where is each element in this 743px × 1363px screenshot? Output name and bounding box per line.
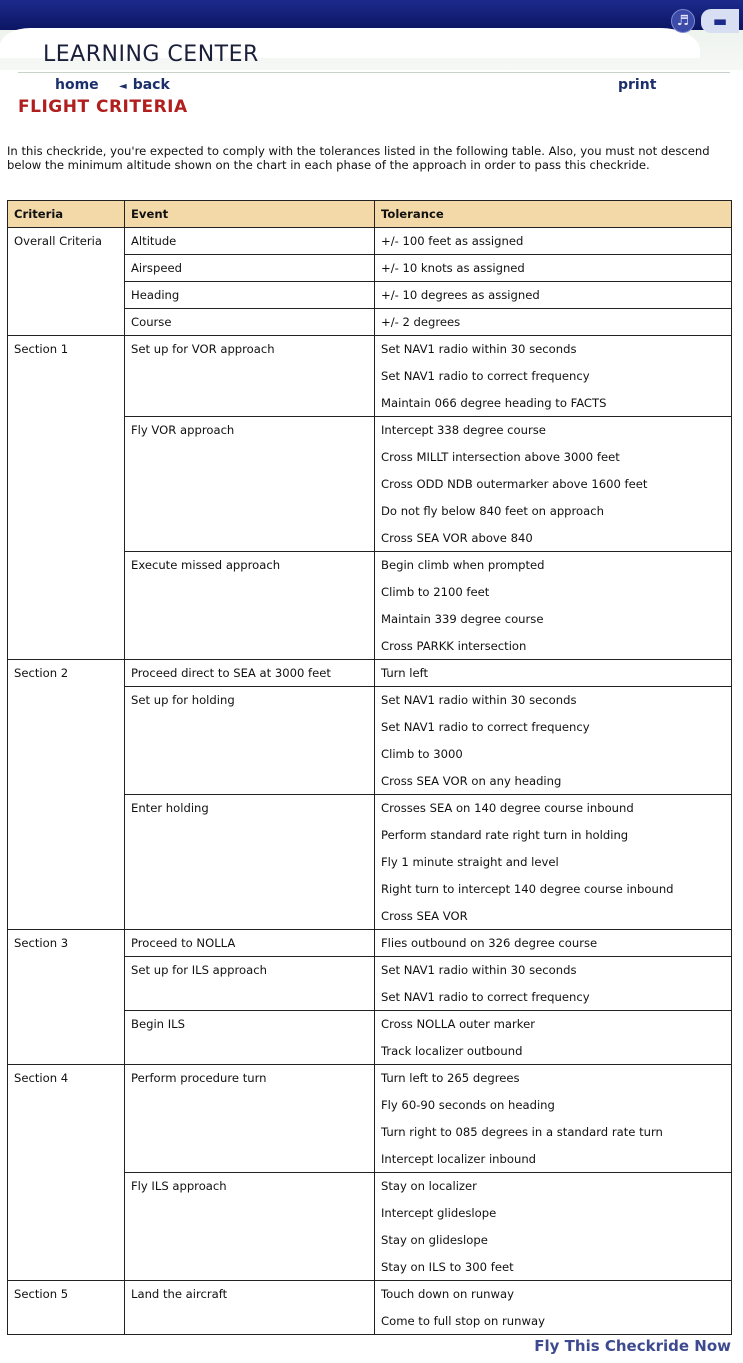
- back-arrow-icon: ◄: [119, 81, 127, 92]
- event-cell: Enter holding: [125, 795, 375, 930]
- criteria-table: [7, 200, 732, 1335]
- criteria-cell: Overall Criteria: [8, 228, 125, 336]
- fly-checkride-button[interactable]: Fly This Checkride Now: [534, 1337, 731, 1355]
- tolerance-cell: +/- 2 degrees: [375, 309, 732, 336]
- table-header-row: [8, 201, 732, 228]
- header-event: Event: [125, 201, 375, 228]
- tolerance-cell: Cross SEA VOR: [375, 903, 732, 930]
- tolerance-cell: Turn left: [375, 660, 732, 687]
- tolerance-cell: Cross ODD NDB outermarker above 1600 feet: [375, 471, 732, 498]
- event-cell: Altitude: [125, 228, 375, 255]
- header-criteria: Criteria: [8, 201, 125, 228]
- tolerance-cell: Set NAV1 radio to correct frequency: [375, 714, 732, 741]
- tolerance-cell: Turn right to 085 degrees in a standard rate turn: [375, 1119, 732, 1146]
- criteria-cell: Section 4: [8, 1065, 125, 1281]
- tolerance-cell: Touch down on runway: [375, 1281, 732, 1308]
- tolerance-cell: Cross SEA VOR on any heading: [375, 768, 732, 795]
- back-link[interactable]: [119, 77, 170, 93]
- tolerance-cell: Stay on ILS to 300 feet: [375, 1254, 732, 1281]
- criteria-cell: Section 1: [8, 336, 125, 660]
- back-label: back: [132, 77, 170, 93]
- criteria-cell: Section 5: [8, 1281, 125, 1335]
- print-link[interactable]: print: [618, 77, 657, 93]
- table-row: [8, 1065, 732, 1092]
- tolerance-cell: Climb to 3000: [375, 741, 732, 768]
- tolerance-cell: Intercept 338 degree course: [375, 417, 732, 444]
- tolerance-cell: Do not fly below 840 feet on approach: [375, 498, 732, 525]
- event-cell: Set up for VOR approach: [125, 336, 375, 417]
- tolerance-cell: Right turn to intercept 140 degree course inbound: [375, 876, 732, 903]
- event-cell: Land the aircraft: [125, 1281, 375, 1335]
- tolerance-cell: Intercept localizer inbound: [375, 1146, 732, 1173]
- tolerance-cell: Begin climb when prompted: [375, 552, 732, 579]
- event-cell: Set up for holding: [125, 687, 375, 795]
- tolerance-cell: +/- 10 degrees as assigned: [375, 282, 732, 309]
- tolerance-cell: Cross MILLT intersection above 3000 feet: [375, 444, 732, 471]
- tolerance-cell: Perform standard rate right turn in holding: [375, 822, 732, 849]
- header-divider: [18, 72, 730, 73]
- event-cell: Perform procedure turn: [125, 1065, 375, 1173]
- tolerance-cell: Crosses SEA on 140 degree course inbound: [375, 795, 732, 822]
- event-cell: Airspeed: [125, 255, 375, 282]
- event-cell: Heading: [125, 282, 375, 309]
- app-title: LEARNING CENTER: [43, 42, 259, 67]
- event-cell: Begin ILS: [125, 1011, 375, 1065]
- tolerance-cell: Stay on localizer: [375, 1173, 732, 1200]
- banner-icons: [663, 6, 743, 36]
- tolerance-cell: Intercept glideslope: [375, 1200, 732, 1227]
- tolerance-cell: Set NAV1 radio within 30 seconds: [375, 336, 732, 363]
- table-row: [8, 1281, 732, 1308]
- tolerance-cell: Come to full stop on runway: [375, 1308, 732, 1335]
- tolerance-cell: Fly 1 minute straight and level: [375, 849, 732, 876]
- tolerance-cell: Flies outbound on 326 degree course: [375, 930, 732, 957]
- home-link[interactable]: home: [55, 77, 99, 93]
- tolerance-cell: Set NAV1 radio within 30 seconds: [375, 957, 732, 984]
- tolerance-cell: Set NAV1 radio to correct frequency: [375, 984, 732, 1011]
- header-tolerance: Tolerance: [375, 201, 732, 228]
- tolerance-cell: Track localizer outbound: [375, 1038, 732, 1065]
- table-row: [8, 930, 732, 957]
- logo-badge: ▬: [701, 9, 739, 33]
- page-title: FLIGHT CRITERIA: [18, 97, 188, 117]
- tolerance-cell: Climb to 2100 feet: [375, 579, 732, 606]
- criteria-cell: Section 3: [8, 930, 125, 1065]
- event-cell: Set up for ILS approach: [125, 957, 375, 1011]
- tolerance-cell: Set NAV1 radio within 30 seconds: [375, 687, 732, 714]
- event-cell: Proceed direct to SEA at 3000 feet: [125, 660, 375, 687]
- intro-text: In this checkride, you're expected to comply with the tolerances listed in the following table. Also, you must not descend below the minimum altitude shown on the chart in each phase of the approach in order to pass this checkride.: [7, 144, 710, 172]
- tolerance-cell: Maintain 066 degree heading to FACTS: [375, 390, 732, 417]
- sound-icon[interactable]: ♬: [671, 9, 695, 33]
- tolerance-cell: Cross SEA VOR above 840: [375, 525, 732, 552]
- tolerance-cell: Cross PARKK intersection: [375, 633, 732, 660]
- table-row: [8, 336, 732, 363]
- event-cell: Execute missed approach: [125, 552, 375, 660]
- event-cell: Fly VOR approach: [125, 417, 375, 552]
- tolerance-cell: Cross NOLLA outer marker: [375, 1011, 732, 1038]
- tolerance-cell: +/- 10 knots as assigned: [375, 255, 732, 282]
- tolerance-cell: Set NAV1 radio to correct frequency: [375, 363, 732, 390]
- tolerance-cell: Fly 60-90 seconds on heading: [375, 1092, 732, 1119]
- event-cell: Proceed to NOLLA: [125, 930, 375, 957]
- tolerance-cell: Stay on glideslope: [375, 1227, 732, 1254]
- event-cell: Fly ILS approach: [125, 1173, 375, 1281]
- criteria-cell: Section 2: [8, 660, 125, 930]
- table-body: [8, 228, 732, 1335]
- tolerance-cell: +/- 100 feet as assigned: [375, 228, 732, 255]
- tolerance-cell: Turn left to 265 degrees: [375, 1065, 732, 1092]
- table-row: [8, 228, 732, 255]
- event-cell: Course: [125, 309, 375, 336]
- table-row: [8, 660, 732, 687]
- tolerance-cell: Maintain 339 degree course: [375, 606, 732, 633]
